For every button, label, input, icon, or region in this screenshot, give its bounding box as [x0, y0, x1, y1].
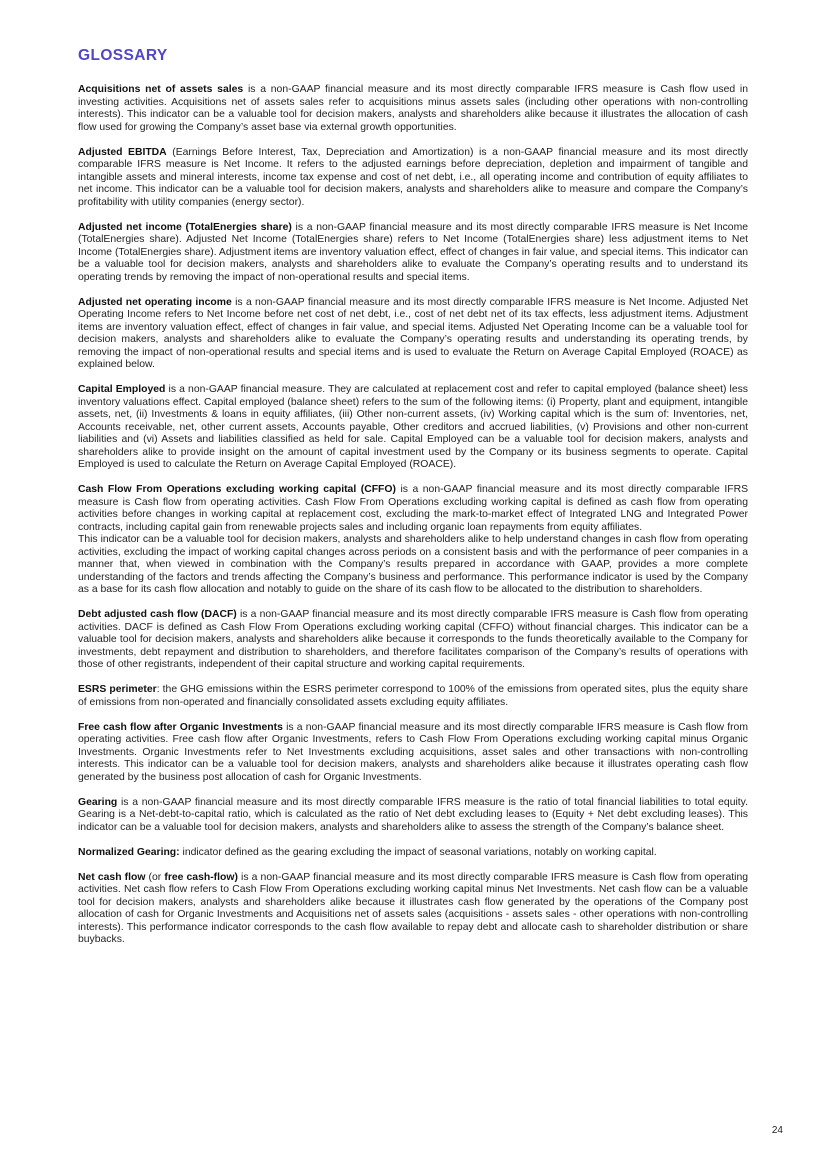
glossary-term: Normalized Gearing: — [78, 846, 180, 858]
glossary-definition: indicator defined as the gearing excluding the impact of seasonal variations, notably on working capital. — [179, 846, 657, 858]
glossary-term: Adjusted EBITDA — [78, 146, 167, 158]
glossary-definition-continued: This indicator can be a valuable tool for decision makers, analysts and shareholders alike to help understand changes in cash flow from operating activities, excluding the impact of working capital changes across periods on a consistent basis and with the performance of peer companies in a manner that, when viewed in combination with the Company’s results prepared in accordance with GAAP, provides a more complete understanding of the factors and trends affecting the Company’s business and performance. This performance indicator is used by the Company as a base for its cash flow allocation and notably to guide on the share of its cash flow to be allocated to the distribution to shareholders. — [78, 534, 748, 595]
glossary-entry-adjusted-ebitda — [78, 147, 748, 210]
glossary-definition: is a non-GAAP financial measure and its most directly comparable IFRS measure is Cash flow from operating activities. DACF is defined as Cash Flow From Operations excluding working capital (CFFO) without financial charges. This indicator can be a valuable tool for decision makers, analysts and shareholders alike because it corresponds to the funds theoretically available to the Company for investments, debt repayment and distribution to shareholders, and therefore facilitates comparison of the Company’s results of operations with those of other registrants, independent of their capital structure and working capital requirements. — [78, 609, 748, 670]
glossary-term-connector: (or — [145, 871, 165, 883]
glossary-entry-adjusted-net-income — [78, 222, 748, 285]
glossary-entry-esrs-perimeter — [78, 684, 748, 709]
glossary-definition: (Earnings Before Interest, Tax, Depreciation and Amortization) is a non-GAAP financial measure and its most directly comparable IFRS measure is Net Income. It refers to the adjusted earnings before depreciation, depletion and impairment of tangible and intangible assets and mineral interests, income tax expense and cost of net debt, i.e., all operating income and contribution of equity affiliates to net income. This indicator can be a valuable tool for decision makers, analysts and shareholders alike to measure and compare the Company’s profitability with utility companies (energy sector). — [78, 146, 748, 208]
glossary-term-alt: free cash-flow) — [164, 871, 238, 883]
glossary-term: Gearing — [78, 796, 118, 808]
glossary-term: Cash Flow From Operations excluding working capital (CFFO) — [78, 484, 396, 495]
glossary-entry-cffo — [78, 484, 748, 597]
glossary-term: Net cash flow — [78, 871, 146, 883]
glossary-term: Capital Employed — [78, 384, 166, 395]
glossary-entry-capital-employed — [78, 384, 748, 472]
glossary-entry-free-cash-flow-after-organic-investments — [78, 722, 748, 785]
glossary-definition: is a non-GAAP financial measure and its most directly comparable IFRS measure is Cash flow from operating activities. Cash Flow From Operations excluding working capital is defined as cash flow from operating activities before changes in working capital at replacement cost, excluding the mark-to-market effect of Integrated LNG and Integrated Power contracts, including capital gain from renewable projects sales and including organic loan repayments from equity affiliates. — [78, 484, 748, 533]
glossary-term: Adjusted net operating income — [78, 296, 232, 308]
glossary-definition: is a non-GAAP financial measure and its most directly comparable IFRS measure is Cash flow used in investing activities. Acquisitions net of assets sales refer to acquisitions minus assets sales (including other operations with non-controlling interests). This indicator can be a valuable tool for decision makers, analysts and shareholders alike because it illustrates the allocation of cash flow used for growing the Company’s asset base via external growth opportunities. — [78, 84, 748, 133]
glossary-entry-dacf — [78, 609, 748, 672]
glossary-entry-acquisitions-net-of-assets-sales — [78, 84, 748, 134]
glossary-content — [78, 47, 748, 959]
glossary-entry-normalized-gearing — [78, 847, 748, 860]
glossary-entry-adjusted-net-operating-income — [78, 297, 748, 372]
glossary-term: Adjusted net income (TotalEnergies share) — [78, 221, 292, 233]
glossary-term: Acquisitions net of assets sales — [78, 84, 244, 95]
page-number: 24 — [771, 1125, 783, 1136]
glossary-term: Free cash flow after Organic Investments — [78, 721, 283, 733]
glossary-definition: is a non-GAAP financial measure and its most directly comparable IFRS measure is Net Income (TotalEnergies share). Adjusted Net Income (TotalEnergies share) refers to Net Income (TotalEnergies share) less adjustment items to Net Income (TotalEnergies share). Adjustment items are inventory valuation effect, effect of changes in fair value, and special items. This indicator can be a valuable tool for decision makers, analysts and shareholders alike to evaluate the Company’s operating results and to understand its operating trends by removing the impact of non-operational results and special items. — [78, 221, 749, 283]
glossary-definition: : the GHG emissions within the ESRS perimeter correspond to 100% of the emissions from operated sites, plus the equity share of emissions from non-operated and financially consolidated assets excluding equity affiliates. — [78, 684, 748, 708]
glossary-definition: is a non-GAAP financial measure and its most directly comparable IFRS measure is Cash flow from operating activities. Net cash flow refers to Cash Flow From Operations excluding working capital minus Net Investments. Net cash flow can be a valuable tool for decision makers, analysts and shareholders alike because it illustrates cash flow generated by the operations of the Company post allocation of cash for Organic Investments and Acquisitions net of assets sales (acquisitions - assets sales - other operations with non-controlling interests). This performance indicator corresponds to the cash flow available to repay debt and allocate cash to shareholder distribution or share buybacks. — [78, 871, 749, 945]
glossary-definition: is a non-GAAP financial measure. They are calculated at replacement cost and refer to capital employed (balance sheet) less inventory valuations effect. Capital employed (balance sheet) refers to the sum of the following items: (i) Property, plant and equipment, intangible assets, net, (ii) Investments & loans in equity affiliates, (iii) Other non-current assets, (iv) Working capital which is the sum of: Inventories, net, Accounts receivable, net, other current assets, Accounts payable, Other creditors and accrued liabilities, (v) Provisions and other non-current liabilities and (vi) Assets and liabilities classified as held for sale. Capital Employed can be a valuable tool for decision makers, analysts and shareholders alike to provide insight on the amount of capital investment used by the Company or its business segments to operate. Capital Employed is used to calculate the Return on Average Capital Employed (ROACE). — [78, 384, 749, 470]
glossary-entry-net-cash-flow — [78, 872, 748, 947]
glossary-term: ESRS perimeter — [78, 684, 157, 695]
glossary-definition: is a non-GAAP financial measure and its most directly comparable IFRS measure is Net Income. Adjusted Net Operating Income refers to Net Income before net cost of net debt, i.e., cost of net debt net of its tax effects, less adjustment items. Adjustment items are inventory valuation effect, effect of changes in fair value, and special items. Adjusted Net Operating Income can be a valuable tool for decision makers, analysts and shareholders alike to evaluate the Company’s operating results and understanding its operating trends, by removing the impact of non-operational results and special items and is used to evaluate the Return on Average Capital Employed (ROACE) as explained below. — [78, 296, 748, 370]
glossary-term: Debt adjusted cash flow (DACF) — [78, 609, 237, 620]
glossary-entry-gearing — [78, 797, 748, 835]
glossary-definition: is a non-GAAP financial measure and its most directly comparable IFRS measure is the ratio of total financial liabilities to total equity. Gearing is a Net-debt-to-capital ratio, which is calculated as the ratio of Net debt excluding leases to (Equity + Net debt excluding leases). This indicator can be a valuable tool for decision makers, analysts and shareholders alike to assess the strength of the Company’s balance sheet. — [78, 796, 748, 833]
page-title: GLOSSARY — [78, 47, 168, 64]
glossary-definition: is a non-GAAP financial measure and its most directly comparable IFRS measure is Cash flow from operating activities. Free cash flow after Organic Investments, refers to Cash Flow From Operations excluding working capital minus Organic Investments. Organic Investments refer to Net Investments excluding acquisitions, asset sales and other transactions with non-controlling interests. This indicator can be a valuable tool for decision makers, analysts and shareholders alike because it illustrates operating cash flow generated by the business post allocation of cash for Organic Investments. — [78, 721, 748, 783]
